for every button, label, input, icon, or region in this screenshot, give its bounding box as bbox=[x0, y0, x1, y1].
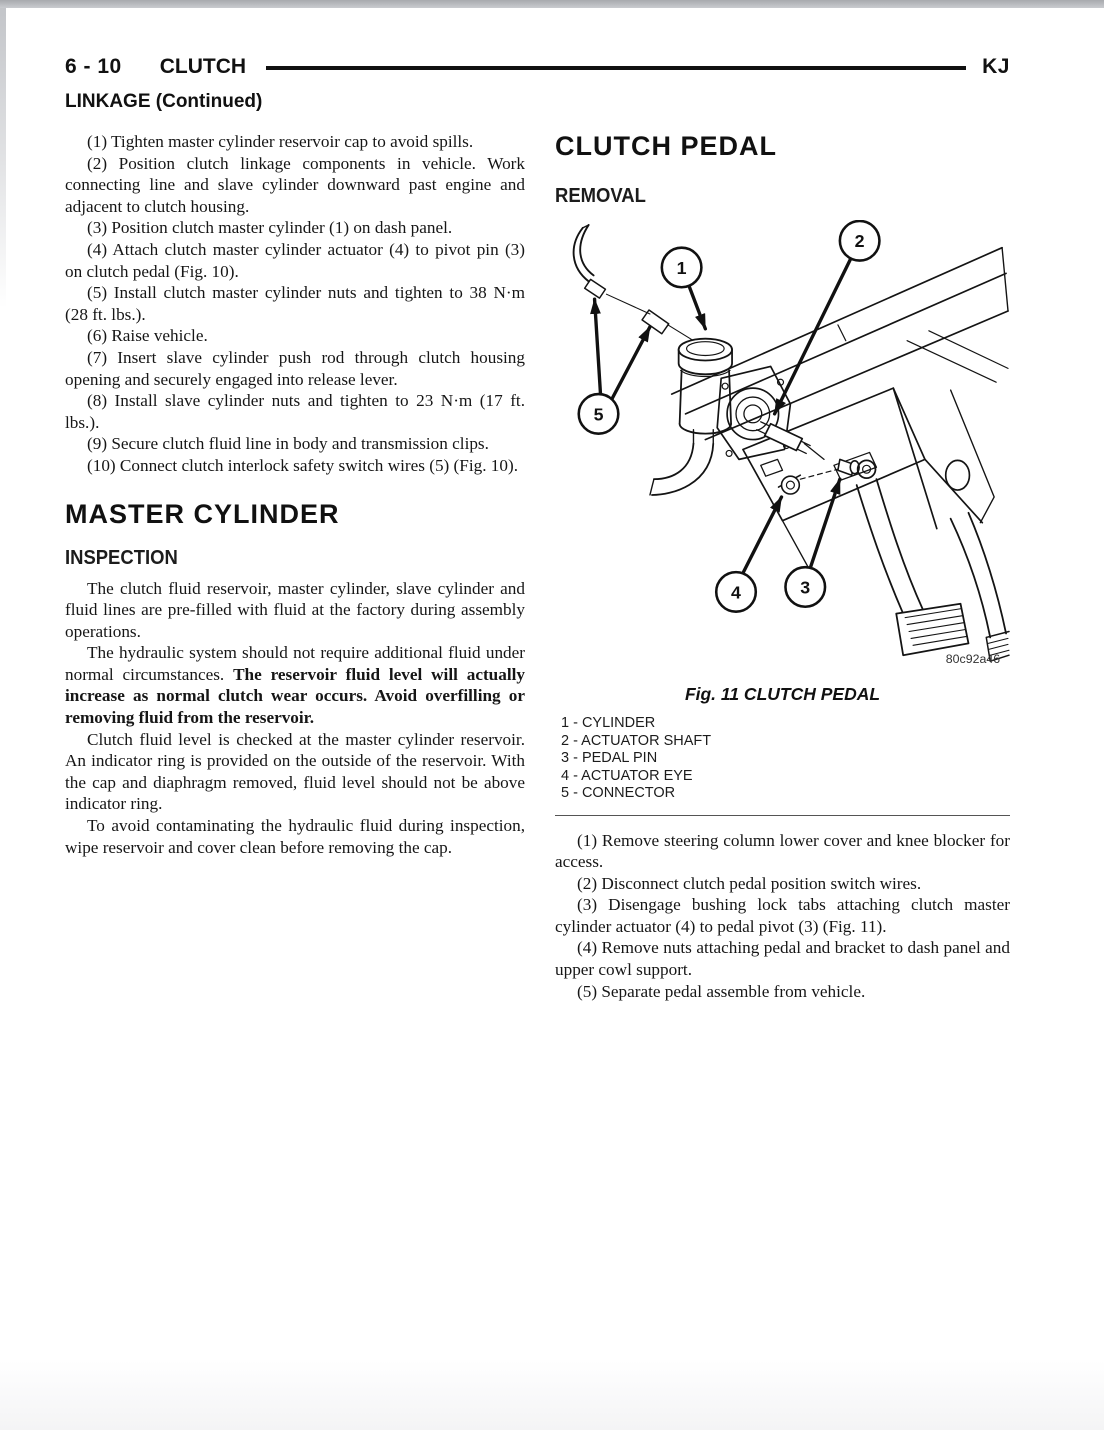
inspection-heading: INSPECTION bbox=[65, 545, 178, 569]
linkage-step: (10) Connect clutch interlock safety switch wires (5) (Fig. 10). bbox=[87, 455, 519, 475]
inspection-paragraph: To avoid contaminating the hydraulic fluid during inspection, wipe reservoir and cover clean before removing the cap. bbox=[65, 816, 525, 857]
linkage-step: (1) Tighten master cylinder reservoir cap to avoid spills. bbox=[87, 132, 474, 151]
removal-step: (1) Remove steering column lower cover and knee blocker for access. bbox=[555, 830, 1010, 872]
linkage-step: (2) Position clutch linkage components in vehicle. Work connecting line and slave cylinder downward past engine and adjacent to clutch housing. bbox=[65, 153, 525, 216]
inspection-paragraph: The clutch fluid reservoir, master cylinder, slave cylinder and fluid lines are pre-filled with fluid at the factory during assembly operations. bbox=[65, 578, 525, 641]
removal-step: (5) Separate pedal assemble from vehicle. bbox=[577, 981, 866, 1001]
svg-text:5: 5 bbox=[593, 404, 604, 425]
right-column bbox=[555, 131, 1010, 1002]
callout-1 bbox=[662, 248, 702, 288]
removal-steps bbox=[555, 830, 1010, 1003]
linkage-step: (5) Install clutch master cylinder nuts and tighten to 38 N·m (28 ft. lbs.). bbox=[65, 283, 525, 324]
inspection-paragraph-bold: The reservoir fluid level will actually increase as normal clutch wear occurs. Avoid overfilling or removing fluid from the reservoir. bbox=[65, 664, 525, 728]
callout-2 bbox=[840, 221, 880, 261]
clutch-pedal-heading: CLUTCH PEDAL bbox=[555, 131, 777, 161]
removal-step: (2) Disconnect clutch pedal position switch wires. bbox=[577, 873, 922, 893]
callouts bbox=[579, 221, 880, 612]
figure bbox=[555, 220, 1010, 816]
master-cylinder-heading: MASTER CYLINDER bbox=[65, 498, 340, 529]
removal-step: (4) Remove nuts attaching pedal and bracket to dash panel and upper cowl support. bbox=[555, 938, 1010, 980]
page-top-edge bbox=[0, 0, 1104, 8]
svg-text:4: 4 bbox=[731, 582, 741, 603]
linkage-step: (4) Attach clutch master cylinder actuator (4) to pivot pin (3) on clutch pedal (Fig. 10). bbox=[65, 239, 525, 281]
figure-legend bbox=[555, 715, 1010, 803]
removal-step: (3) Disengage bushing lock tabs attaching clutch master cylinder actuator (4) to pedal pivot (3) (Fig. 11). bbox=[555, 895, 1010, 936]
two-column-layout bbox=[65, 131, 1010, 1002]
section-title: CLUTCH bbox=[159, 55, 247, 78]
legend-item: 4 - ACTUATOR EYE bbox=[561, 767, 693, 784]
bracket-structure bbox=[672, 248, 1008, 578]
svg-text:2: 2 bbox=[854, 231, 865, 252]
callout-3 bbox=[785, 567, 825, 607]
page-bottom-edge bbox=[0, 1360, 1104, 1430]
linkage-step: (7) Insert slave cylinder push rod through clutch housing opening and securely engaged into release lever. bbox=[65, 347, 525, 389]
reservoir bbox=[650, 339, 732, 495]
figure-image-code: 80c92a46 bbox=[945, 652, 1001, 667]
legend-item: 1 - CYLINDER bbox=[561, 715, 656, 731]
eye-and-pin bbox=[779, 459, 860, 494]
callout-5 bbox=[579, 394, 619, 434]
master-cylinder-flange bbox=[717, 366, 824, 459]
pedal-arms bbox=[857, 460, 1009, 661]
inspection-paragraph-normal: The hydraulic system should not require additional fluid under normal circumstances. bbox=[65, 643, 525, 684]
inspection-paragraph: Clutch fluid level is checked at the master cylinder reservoir. An indicator ring is provided on the outside of the reservoir. With the cap and diaphragm removed, fluid level should not be above indicator ring. bbox=[65, 729, 525, 814]
svg-text:1: 1 bbox=[676, 257, 687, 278]
linkage-step: (6) Raise vehicle. bbox=[87, 326, 208, 346]
clutch-pedal-diagram bbox=[555, 220, 1010, 675]
callout-4 bbox=[716, 572, 756, 612]
linkage-step: (8) Install slave cylinder nuts and tighten to 23 N·m (17 ft. lbs.). bbox=[65, 391, 525, 432]
left-column bbox=[65, 131, 525, 858]
svg-text:3: 3 bbox=[800, 577, 811, 598]
legend-divider bbox=[555, 815, 1010, 816]
linkage-step: (9) Secure clutch fluid line in body and transmission clips. bbox=[87, 434, 489, 454]
legend-item: 5 - CONNECTOR bbox=[561, 785, 676, 801]
page-left-edge bbox=[0, 8, 6, 308]
figure-caption: Fig. 11 CLUTCH PEDAL bbox=[684, 684, 881, 704]
legend-item: 2 - ACTUATOR SHAFT bbox=[561, 732, 712, 749]
continued-heading: LINKAGE (Continued) bbox=[65, 91, 263, 112]
legend-item: 3 - PEDAL PIN bbox=[561, 750, 658, 766]
header-rule bbox=[266, 66, 966, 70]
linkage-step: (3) Position clutch master cylinder (1) on dash panel. bbox=[87, 218, 453, 238]
removal-heading: REMOVAL bbox=[555, 184, 646, 207]
model-code: KJ bbox=[982, 55, 1010, 78]
inspection-paragraph bbox=[65, 642, 525, 728]
page-number: 6 - 10 bbox=[65, 55, 122, 78]
page-header bbox=[65, 55, 1010, 79]
